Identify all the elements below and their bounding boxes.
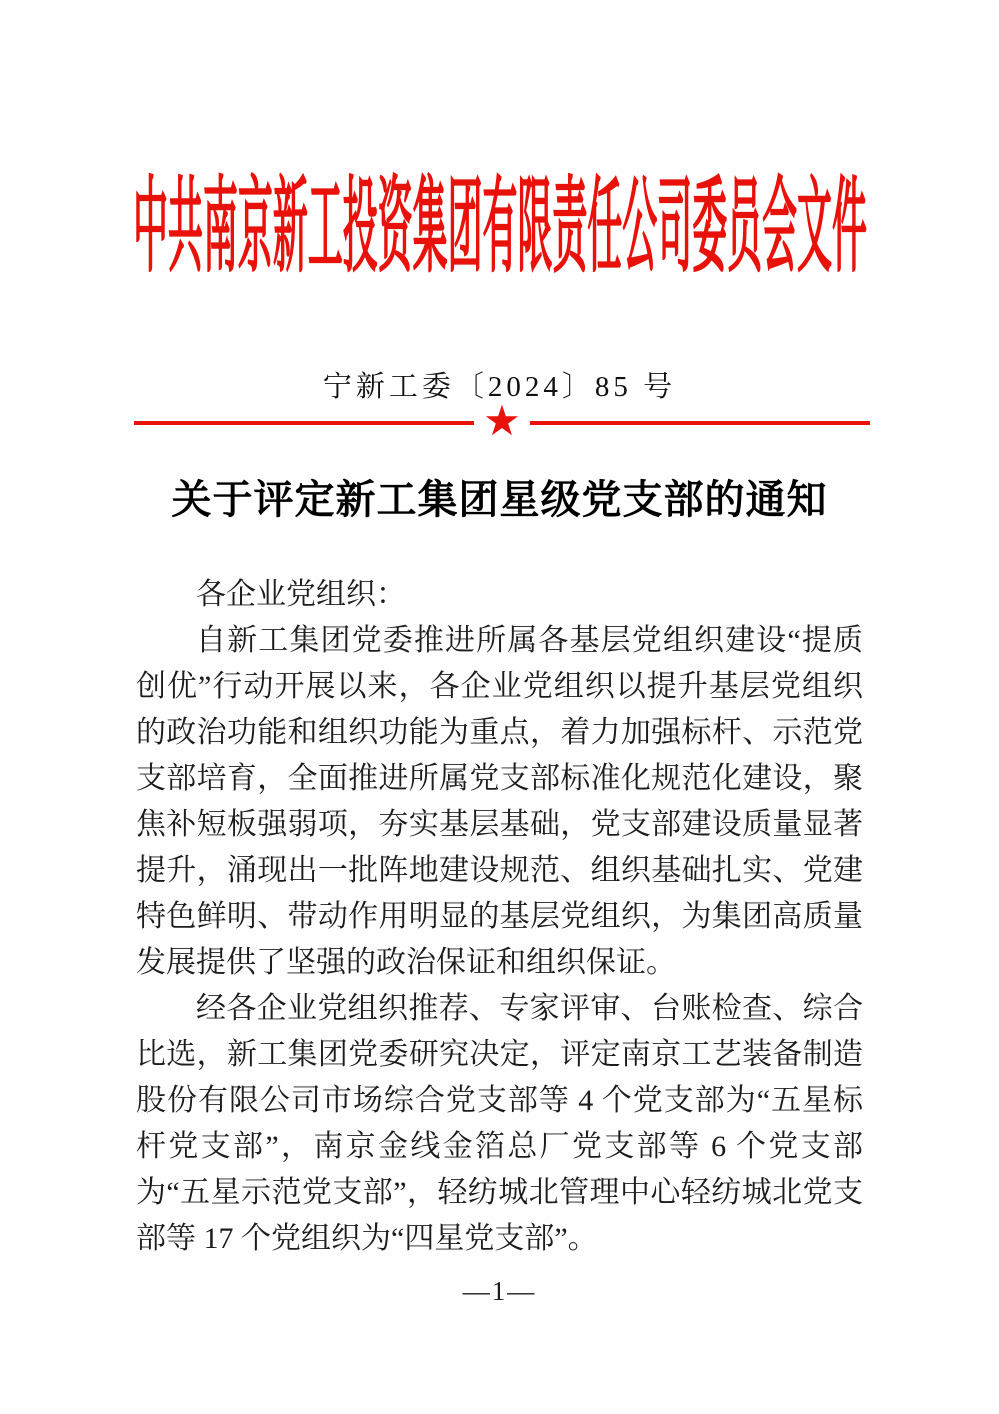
doc-number: 宁新工委〔2024〕85 号: [322, 371, 677, 403]
document-body: [136, 572, 863, 1262]
masthead-title: 中共南京新工投资集团有限责任公司委员会文件: [132, 170, 867, 285]
document-title: 关于评定新工集团星级党支部的通知: [171, 477, 828, 522]
red-divider-right: [530, 421, 870, 425]
page-number: —1—: [462, 1276, 537, 1306]
paragraph-2: 经各企业党组织推荐、专家评审、台账检查、综合比选，新工集团党委研究决定，评定南京工艺装备制造股份有限公司市场综合党支部等 4 个党支部为“五星标杆党支部”，南京金线金箔总厂党支部等 6 个党支部为“五星示范党支部”，轻纺城北管理中心轻纺城北党支部等 17 个党组织为“四星党支部”。: [136, 992, 863, 1255]
salutation: 各企业党组织：: [196, 578, 406, 611]
paragraph-1: 自新工集团党委推进所属各基层党组织建设“提质创优”行动开展以来，各企业党组织以提升基层党组织的政治功能和组织功能为重点，着力加强标杆、示范党支部培育，全面推进所属党支部标准化规范化建设，聚焦补短板强弱项，夯实基层基础，党支部建设质量显著提升，涌现出一批阵地建设规范、组织基础扎实、党建特色鲜明、带动作用明显的基层党组织，为集团高质量发展提供了坚强的政治保证和组织保证。: [136, 624, 863, 979]
red-divider-left: [134, 421, 474, 425]
star-icon: ★: [483, 396, 521, 445]
masthead: [0, 158, 999, 298]
red-divider: [134, 396, 870, 445]
